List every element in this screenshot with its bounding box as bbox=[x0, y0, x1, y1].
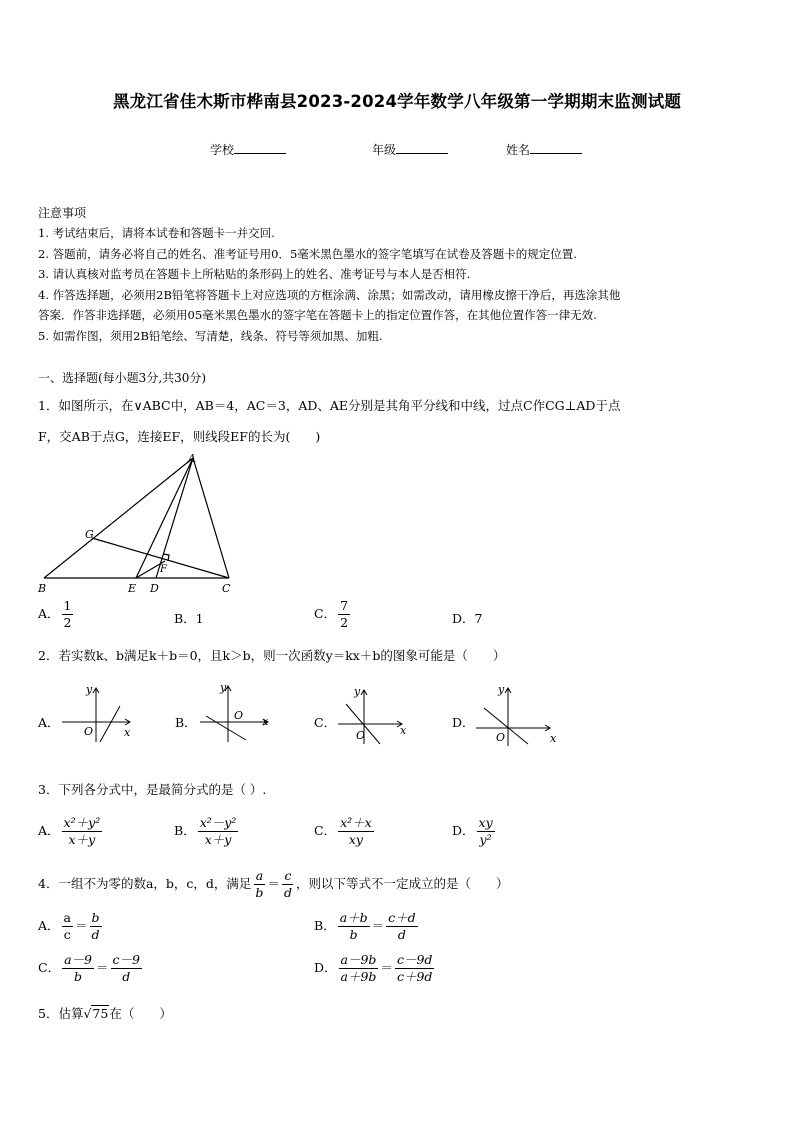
note-item: 4. 作答选择题，必须用2B铅笔将答题卡上对应选项的方框涂满、涂黑；如需改动，请用橡皮擦干净后，再选涂其他 bbox=[38, 288, 621, 302]
fraction bbox=[62, 952, 94, 985]
grade-blank[interactable] bbox=[396, 141, 448, 154]
page-title: 黑龙江省佳木斯市桦南县2023-2024学年数学八年级第一学期期末监测试题 bbox=[112, 92, 682, 111]
option-label: B． bbox=[314, 918, 336, 933]
equals-sign: ＝ bbox=[74, 918, 88, 933]
q1-text-line2: F，交AB于点G，连接EF，则线段EF的长为( ) bbox=[38, 429, 321, 444]
numerator: a＋b bbox=[339, 910, 368, 925]
axis-x: x bbox=[550, 732, 557, 745]
option-label: C． bbox=[314, 606, 337, 621]
sqrt-icon: √ bbox=[83, 1006, 92, 1021]
axis-origin: O bbox=[356, 729, 366, 742]
denominator: xy bbox=[348, 832, 363, 847]
fraction bbox=[198, 815, 239, 848]
axis-origin: O bbox=[234, 709, 244, 722]
fraction bbox=[395, 952, 434, 985]
fraction bbox=[282, 868, 294, 901]
q1-option-c[interactable] bbox=[314, 598, 352, 631]
q1-option-a[interactable] bbox=[38, 598, 75, 631]
note-item: 1. 考试结束后，请将本试卷和答题卡一并交回. bbox=[38, 226, 275, 240]
numerator: a－9b bbox=[340, 952, 377, 967]
fraction bbox=[253, 868, 265, 901]
fig-label-c: C bbox=[222, 582, 231, 595]
fraction bbox=[477, 815, 495, 848]
numerator: x²＋x bbox=[340, 815, 372, 830]
option-label: D． bbox=[452, 823, 475, 838]
option-label: A． bbox=[38, 918, 60, 933]
q5-text-pre: 5．估算 bbox=[38, 1006, 84, 1021]
q2-option-c-graph[interactable] bbox=[336, 682, 416, 748]
fig-label-a: A bbox=[188, 452, 196, 465]
name-label: 姓名 bbox=[506, 143, 531, 157]
q1-text-line1: 1．如图所示，在∨ABC中，AB＝4，AC＝3，AD、AE分别是其角平分线和中线，过点C作CG⊥AD于点 bbox=[38, 398, 621, 413]
denominator: x＋y bbox=[68, 832, 96, 847]
grade-field bbox=[372, 141, 448, 158]
q5-text bbox=[38, 1004, 172, 1022]
denominator: d bbox=[397, 927, 406, 942]
radicand: 75 bbox=[92, 1006, 109, 1021]
numerator: a bbox=[255, 868, 264, 883]
axis-x: x bbox=[124, 726, 131, 739]
numerator: c－9 bbox=[112, 952, 140, 967]
numerator: x²＋y² bbox=[63, 815, 101, 830]
equals-sign: ＝ bbox=[95, 960, 109, 975]
option-label: C． bbox=[314, 823, 337, 838]
denominator: b bbox=[255, 885, 264, 900]
q3-option-b[interactable] bbox=[174, 815, 240, 848]
q1-option-d[interactable]: D．7 bbox=[452, 611, 483, 626]
option-label: D． bbox=[314, 960, 337, 975]
axis-x: x bbox=[400, 724, 407, 737]
denominator: d bbox=[91, 927, 100, 942]
numerator: x²－y² bbox=[199, 815, 237, 830]
grade-label: 年级 bbox=[372, 143, 397, 157]
numerator: 1 bbox=[63, 598, 72, 613]
numerator: c＋d bbox=[388, 910, 416, 925]
axis-origin: O bbox=[84, 725, 94, 738]
axis-y: y bbox=[220, 681, 227, 694]
q4-text-pre: 4．一组不为零的数a，b，c，d，满足 bbox=[38, 876, 252, 891]
q4-text bbox=[38, 868, 508, 901]
section-heading: 一、选择题(每小题3分,共30分) bbox=[38, 371, 207, 385]
note-item: 3. 请认真核对监考员在答题卡上所粘贴的条形码上的姓名、准考证号与本人是否相符. bbox=[38, 267, 471, 281]
denominator: c bbox=[63, 927, 71, 942]
q4-option-c[interactable] bbox=[38, 952, 144, 985]
denominator: y² bbox=[479, 832, 492, 847]
axis-y: y bbox=[86, 683, 93, 696]
fig-label-b: B bbox=[38, 582, 47, 595]
numerator: b bbox=[91, 910, 100, 925]
q1-triangle-figure bbox=[36, 450, 246, 598]
note-item: 答案．作答非选择题，必须用05毫米黑色墨水的签字笔在答题卡上的指定位置作答，在其他位置作答一律无效. bbox=[38, 308, 597, 322]
fraction bbox=[62, 598, 74, 631]
q2-option-a-label[interactable]: A． bbox=[38, 715, 60, 730]
axis-origin: O bbox=[496, 731, 506, 744]
school-label: 学校 bbox=[210, 143, 235, 157]
numerator: a－9 bbox=[64, 952, 92, 967]
denominator: b bbox=[74, 969, 83, 984]
fraction bbox=[338, 598, 350, 631]
q2-option-c-label[interactable]: C． bbox=[314, 715, 337, 730]
q2-option-a-graph[interactable] bbox=[60, 680, 140, 746]
q4-option-a[interactable] bbox=[38, 910, 104, 943]
q3-option-a[interactable] bbox=[38, 815, 104, 848]
q4-text-post: ，则以下等式不一定成立的是（ ） bbox=[295, 876, 509, 891]
axis-y: y bbox=[354, 685, 361, 698]
denominator: 2 bbox=[340, 615, 349, 630]
numerator: 7 bbox=[340, 598, 349, 613]
fig-label-g: G bbox=[85, 528, 94, 541]
numerator: c bbox=[284, 868, 292, 883]
denominator: c＋9d bbox=[396, 969, 433, 984]
fraction bbox=[90, 910, 102, 943]
name-field bbox=[506, 141, 582, 158]
option-label: B． bbox=[174, 823, 196, 838]
note-item: 5. 如需作图，须用2B铅笔绘、写清楚，线条、符号等须加黑、加粗. bbox=[38, 329, 383, 343]
equals-sign: ＝ bbox=[371, 918, 385, 933]
name-blank[interactable] bbox=[530, 141, 582, 154]
notes-heading: 注意事项 bbox=[38, 206, 87, 220]
fraction bbox=[62, 815, 103, 848]
q2-option-d-label[interactable]: D． bbox=[452, 715, 475, 730]
school-blank[interactable] bbox=[234, 141, 286, 154]
q3-option-d[interactable] bbox=[452, 815, 497, 848]
q3-option-c[interactable] bbox=[314, 815, 376, 848]
equals-sign: ＝ bbox=[267, 876, 280, 891]
option-label: A． bbox=[38, 606, 60, 621]
q3-text: 3．下列各分式中，是最简分式的是（ ）. bbox=[38, 782, 267, 797]
fraction bbox=[62, 910, 73, 943]
denominator: a＋9b bbox=[340, 969, 377, 984]
fig-label-f: F bbox=[160, 564, 167, 575]
fraction bbox=[338, 910, 370, 943]
axis-y: y bbox=[498, 683, 505, 696]
note-item: 2. 答题前，请务必将自己的姓名、准考证号用0．5毫米黑色墨水的签字笔填写在试卷及答题卡的规定位置. bbox=[38, 247, 577, 261]
numerator: a bbox=[63, 910, 71, 925]
denominator: d bbox=[283, 885, 292, 900]
denominator: b bbox=[349, 927, 358, 942]
q5-text-post: 在（ ） bbox=[109, 1006, 172, 1021]
equals-sign: ＝ bbox=[380, 960, 393, 975]
fraction bbox=[386, 910, 418, 943]
fraction bbox=[111, 952, 142, 985]
q2-text: 2．若实数k、b满足k＋b＝0，且k＞b，则一次函数y＝kx＋b的图象可能是（ ） bbox=[38, 648, 506, 663]
school-field bbox=[210, 141, 286, 158]
q1-option-b[interactable]: B．1 bbox=[174, 611, 204, 626]
numerator: xy bbox=[478, 815, 493, 830]
option-label: C． bbox=[38, 960, 61, 975]
fraction bbox=[339, 952, 379, 985]
fraction bbox=[338, 815, 374, 848]
fig-label-e: E bbox=[128, 582, 137, 595]
numerator: c－9d bbox=[396, 952, 433, 967]
q2-option-b-graph[interactable] bbox=[198, 680, 278, 746]
option-label: A． bbox=[38, 823, 60, 838]
axis-x: x bbox=[262, 715, 269, 728]
fig-label-d: D bbox=[150, 582, 159, 595]
q2-option-b-label[interactable]: B． bbox=[175, 715, 197, 730]
q2-option-d-graph[interactable] bbox=[474, 682, 564, 748]
denominator: 2 bbox=[63, 615, 72, 630]
denominator: d bbox=[122, 969, 131, 984]
q4-option-b[interactable] bbox=[314, 910, 420, 943]
denominator: x＋y bbox=[204, 832, 232, 847]
q4-option-d[interactable] bbox=[314, 952, 436, 985]
